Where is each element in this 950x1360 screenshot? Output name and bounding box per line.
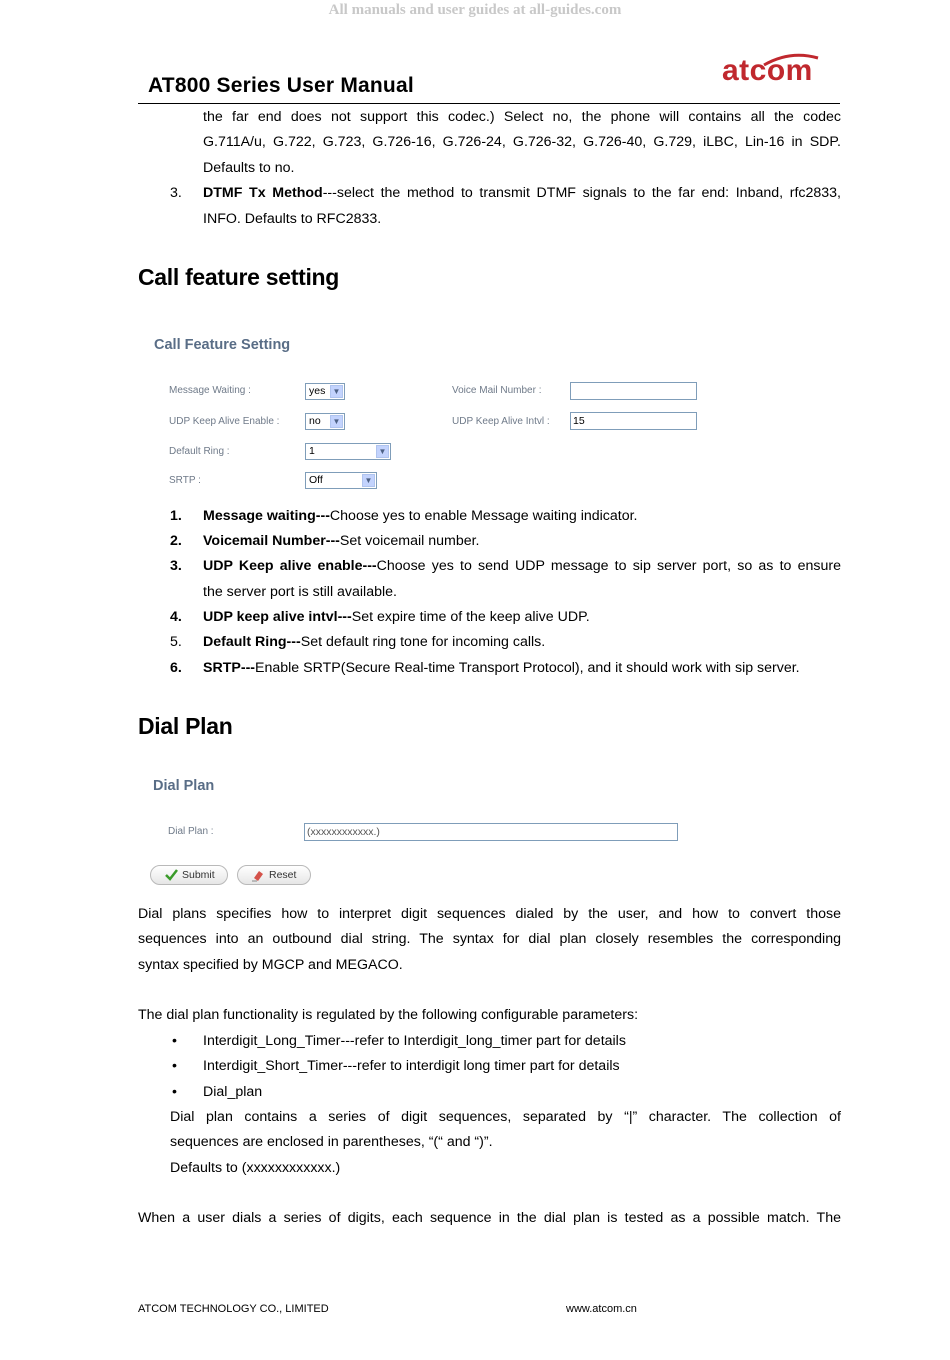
- udp-enable-label: UDP Keep Alive Enable :: [169, 416, 280, 427]
- dial-plan-para-1-line-2: sequences into an outbound dial string. The syntax for dial plan closely resembles the corresponding: [138, 931, 841, 947]
- list-number: 5.: [170, 634, 182, 650]
- list-item-message-waiting: Message waiting---Choose yes to enable Message waiting indicator.: [203, 508, 638, 524]
- reset-button[interactable]: [237, 865, 311, 885]
- reset-eraser-icon: [251, 869, 265, 882]
- udp-enable-select[interactable]: [305, 413, 345, 430]
- bullet-item: Interdigit_Short_Timer---refer to interdigit long timer part for details: [203, 1058, 620, 1074]
- dial-plan-heading: Dial Plan: [138, 713, 233, 739]
- item-number: 3.: [170, 185, 182, 201]
- bullet-icon: •: [172, 1033, 177, 1049]
- voice-mail-input[interactable]: [570, 382, 697, 400]
- bullet-icon: •: [172, 1058, 177, 1074]
- dtmf-method-item: [203, 181, 841, 207]
- list-item-udp-enable-cont: the server port is still available.: [203, 584, 397, 600]
- default-ring-select[interactable]: [305, 443, 391, 460]
- submit-button[interactable]: [150, 865, 228, 885]
- message-waiting-label: Message Waiting :: [169, 385, 251, 396]
- default-ring-label: Default Ring :: [169, 446, 230, 457]
- footer-website: www.atcom.cn: [566, 1303, 637, 1315]
- intro-line-3: Defaults to no.: [203, 160, 295, 176]
- list-number: 4.: [170, 609, 182, 625]
- dtmf-desc: ---select the method to transmit DTMF signals to the far end: Inband, rfc2833,: [322, 185, 841, 201]
- srtp-select[interactable]: [305, 472, 377, 489]
- header-divider: [138, 103, 840, 104]
- voice-mail-label: Voice Mail Number :: [452, 385, 542, 396]
- message-waiting-select[interactable]: [305, 383, 345, 400]
- dial-plan-para-1-line-3: syntax specified by MGCP and MEGACO.: [138, 957, 403, 973]
- list-item-voicemail: Voicemail Number---Set voicemail number.: [203, 533, 480, 549]
- list-item-udp-intvl: UDP keep alive intvl---Set expire time of the keep alive UDP.: [203, 609, 590, 625]
- logo-swoosh-icon: [762, 52, 820, 68]
- dial-plan-desc-line-2: sequences are enclosed in parentheses, “(“ and “)”.: [170, 1134, 493, 1150]
- dial-plan-default: Defaults to (xxxxxxxxxxxx.): [170, 1160, 341, 1176]
- call-feature-heading: Call feature setting: [138, 264, 340, 290]
- chevron-down-icon: ▼: [330, 415, 343, 428]
- dtmf-desc-line-2: INFO. Defaults to RFC2833.: [203, 211, 382, 227]
- chevron-down-icon: ▼: [376, 445, 389, 458]
- submit-label: Submit: [182, 869, 215, 881]
- list-item-srtp: SRTP---Enable SRTP(Secure Real-time Transport Protocol), and it should work with sip server.: [203, 660, 800, 676]
- message-waiting-value: yes: [309, 385, 326, 397]
- dial-plan-label: Dial Plan :: [168, 826, 214, 837]
- dial-plan-para-2: The dial plan functionality is regulated by the following configurable parameters:: [138, 1007, 639, 1023]
- udp-intvl-input[interactable]: 15: [570, 412, 697, 430]
- chevron-down-icon: ▼: [362, 474, 375, 487]
- dtmf-term: DTMF Tx Method: [203, 185, 323, 201]
- checkmark-icon: [165, 869, 178, 881]
- call-feature-panel-title: Call Feature Setting: [154, 337, 291, 353]
- list-number: 3.: [170, 558, 182, 574]
- chevron-down-icon: ▼: [330, 385, 343, 398]
- srtp-value: Off: [309, 474, 323, 486]
- list-number: 1.: [170, 508, 182, 524]
- default-ring-value: 1: [309, 445, 315, 457]
- list-number: 2.: [170, 533, 182, 549]
- watermark-text: All manuals and user guides at all-guides.com: [328, 2, 622, 18]
- list-number: 6.: [170, 660, 182, 676]
- udp-enable-value: no: [309, 415, 321, 427]
- bullet-icon: •: [172, 1084, 177, 1100]
- bullet-item: Dial_plan: [203, 1084, 263, 1100]
- list-item-default-ring: Default Ring---Set default ring tone for incoming calls.: [203, 634, 546, 650]
- reset-label: Reset: [269, 869, 297, 881]
- dial-plan-desc-line-1: Dial plan contains a series of digit sequences, separated by “|” character. The collection of: [170, 1109, 841, 1125]
- dial-plan-panel-title: Dial Plan: [153, 778, 215, 794]
- manual-title: AT800 Series User Manual: [148, 74, 414, 97]
- intro-line-1: the far end does not support this codec.) Select no, the phone will contains all the codec: [203, 109, 841, 125]
- bullet-item: Interdigit_Long_Timer---refer to Interdigit_long_timer part for details: [203, 1033, 626, 1049]
- intro-line-2: G.711A/u, G.722, G.723, G.726-16, G.726-24, G.726-32, G.726-40, G.729, iLBC, Lin-16 in SDP.: [203, 134, 841, 150]
- dial-plan-input[interactable]: (xxxxxxxxxxxx.): [304, 823, 678, 841]
- atcom-logo: atcom: [722, 54, 813, 87]
- dial-plan-para-1-line-1: Dial plans specifies how to interpret digit sequences dialed by the user, and how to convert those: [138, 906, 841, 922]
- udp-intvl-label: UDP Keep Alive Intvl :: [452, 416, 550, 427]
- list-item-udp-enable: UDP Keep alive enable---Choose yes to send UDP message to sip server port, so as to ensure: [203, 558, 841, 574]
- footer-company: ATCOM TECHNOLOGY CO., LIMITED: [138, 1303, 329, 1315]
- srtp-label: SRTP :: [169, 475, 201, 486]
- dial-plan-last-line: When a user dials a series of digits, each sequence in the dial plan is tested as a possible match. The: [138, 1210, 841, 1226]
